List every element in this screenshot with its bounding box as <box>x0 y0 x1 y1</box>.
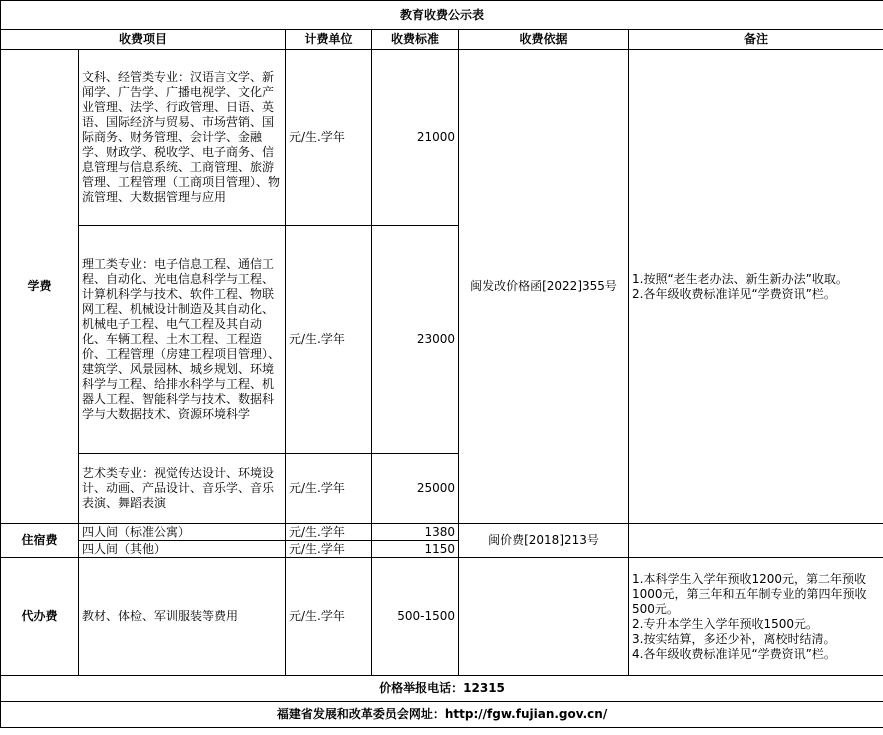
agency-items: 教材、体检、军训服装等费用 <box>79 558 286 676</box>
tuition-remark-line: 1.按照“老生老办法、新生新办法”收取。 <box>632 271 848 286</box>
lodging-standard-standard: 1380 <box>372 524 459 541</box>
lodging-basis: 闽价费[2018]213号 <box>459 524 629 558</box>
agency-remark-line: 4.各年级收费标准详见“学费资讯”栏。 <box>632 646 836 661</box>
table-row <box>1 558 883 676</box>
tuition-unit-liberal-arts: 元/生.学年 <box>286 50 372 226</box>
tuition-standard-liberal-arts: 21000 <box>372 50 459 226</box>
lodging-items-standard: 四人间（标准公寓） <box>79 524 286 541</box>
agency-category: 代办费 <box>1 558 79 676</box>
agency-remark-line: 3.按实结算，多还少补，离校时结清。 <box>632 631 836 646</box>
tuition-remark-line: 2.各年级收费标准详见“学费资讯”栏。 <box>632 286 836 301</box>
tuition-basis: 闽发改价格函[2022]355号 <box>459 50 629 524</box>
tuition-items-arts: 艺术类专业：视觉传达设计、环境设计、动画、产品设计、音乐学、音乐表演、舞蹈表演 <box>79 454 286 524</box>
price-hotline: 价格举报电话：12315 <box>1 676 883 702</box>
lodging-category: 住宿费 <box>1 524 79 558</box>
commission-website: 福建省发展和改革委员会网址：http://fgw.fujian.gov.cn/ <box>1 702 883 728</box>
header-standard: 收费标准 <box>372 30 459 50</box>
tuition-standard-science-engineering: 23000 <box>372 226 459 454</box>
lodging-standard-other: 1150 <box>372 541 459 558</box>
header-remark: 备注 <box>629 30 883 50</box>
tuition-unit-arts: 元/生.学年 <box>286 454 372 524</box>
header-item: 收费项目 <box>1 30 286 50</box>
tuition-items-science-engineering: 理工类专业：电子信息工程、通信工程、自动化、光电信息科学与工程、计算机科学与技术、软件工程、物联网工程、机械设计制造及其自动化、机械电子工程、电气工程及其自动化、车辆工程、土木工程、工程造价、工程管理（房建工程项目管理）、建筑学、风景园林、城乡规划、环境科学与工程、给排水科学与工程、机器人工程、智能科学与技术、数据科学与大数据技术、资源环境科学 <box>79 226 286 454</box>
agency-remarks <box>629 558 883 676</box>
lodging-remarks <box>629 524 883 558</box>
header-unit: 计费单位 <box>286 30 372 50</box>
header-basis: 收费依据 <box>459 30 629 50</box>
agency-standard: 500-1500 <box>372 558 459 676</box>
tuition-category: 学费 <box>1 50 79 524</box>
lodging-unit-standard: 元/生.学年 <box>286 524 372 541</box>
lodging-unit-other: 元/生.学年 <box>286 541 372 558</box>
agency-remark-line: 1.本科学生入学年预收1200元，第二年预收1000元，第三年和五年制专业的第四年预收500元。 <box>632 571 867 616</box>
table-row <box>1 50 883 226</box>
agency-remark-line: 2.专升本学生入学年预收1500元。 <box>632 616 818 631</box>
lodging-items-other: 四人间（其他） <box>79 541 286 558</box>
tuition-unit-science-engineering: 元/生.学年 <box>286 226 372 454</box>
agency-unit: 元/生.学年 <box>286 558 372 676</box>
tuition-remarks <box>629 50 883 524</box>
agency-basis <box>459 558 629 676</box>
table-row <box>1 524 883 541</box>
table-title: 教育收费公示表 <box>1 1 883 30</box>
tuition-standard-arts: 25000 <box>372 454 459 524</box>
tuition-items-liberal-arts: 文科、经管类专业：汉语言文学、新闻学、广告学、广播电视学、文化产业管理、法学、行政管理、日语、英语、国际经济与贸易、市场营销、国际商务、财务管理、会计学、金融学、财政学、税收学、电子商务、信息管理与信息系统、工商管理、旅游管理、工程管理（工商项目管理）、物流管理、大数据管理与应用 <box>79 50 286 226</box>
